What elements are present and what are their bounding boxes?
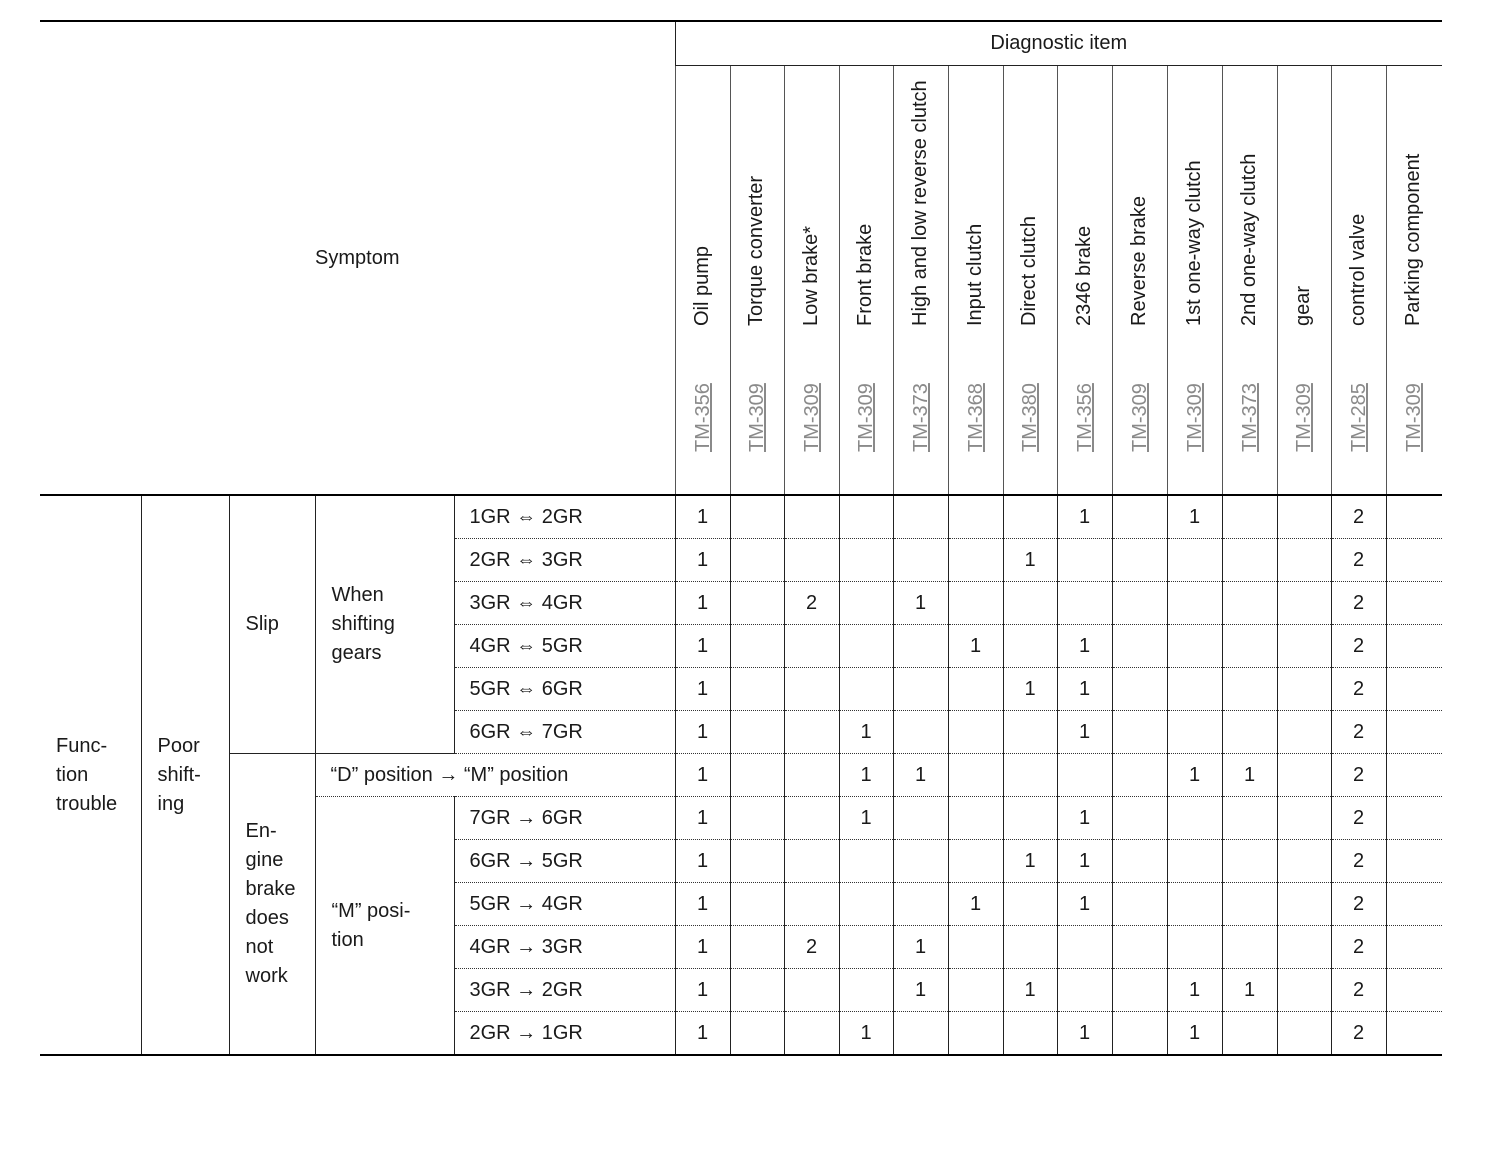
value-cell [839, 840, 893, 883]
shift-label: 6GR → 5GR [454, 840, 675, 883]
value-cell [1003, 754, 1057, 797]
value-cell [784, 1012, 839, 1056]
value-cell [730, 883, 784, 926]
value-cell [1277, 1012, 1331, 1056]
value-cell [730, 495, 784, 539]
symptom-engine-brake: En- gine brake does not work [229, 754, 315, 1056]
value-cell: 1 [675, 969, 730, 1012]
value-cell [1277, 711, 1331, 754]
column-reference-link[interactable]: TM-373 [1238, 383, 1261, 452]
value-cell: 1 [839, 1012, 893, 1056]
value-cell [893, 539, 948, 582]
value-cell: 1 [1003, 668, 1057, 711]
value-cell: 2 [1331, 1012, 1386, 1056]
value-cell: 1 [675, 495, 730, 539]
value-cell [1167, 926, 1222, 969]
column-reference-link[interactable]: TM-380 [1019, 383, 1041, 452]
shift-label: 5GR → 4GR [454, 883, 675, 926]
value-cell [1003, 625, 1057, 668]
value-cell [784, 797, 839, 840]
value-cell [1167, 539, 1222, 582]
shift-label: 7GR → 6GR [454, 797, 675, 840]
column-header [948, 66, 1003, 496]
value-cell: 1 [948, 883, 1003, 926]
value-cell [1222, 625, 1277, 668]
column-header [1112, 66, 1167, 496]
value-cell [1277, 582, 1331, 625]
value-cell: 1 [1167, 495, 1222, 539]
value-cell: 2 [1331, 926, 1386, 969]
value-cell [948, 754, 1003, 797]
column-header [1331, 66, 1386, 496]
value-cell [948, 1012, 1003, 1056]
value-cell: 1 [675, 582, 730, 625]
value-cell [1277, 754, 1331, 797]
value-cell: 2 [1331, 883, 1386, 926]
value-cell: 1 [1057, 668, 1112, 711]
value-cell: 1 [893, 582, 948, 625]
table-row [40, 754, 1442, 797]
value-cell: 1 [1057, 711, 1112, 754]
shift-label: 2GR ⇔ 3GR [454, 539, 675, 582]
shift-label: “D” position → “M” position [315, 754, 675, 797]
value-cell [730, 625, 784, 668]
value-cell [948, 668, 1003, 711]
value-cell [839, 582, 893, 625]
column-reference-link[interactable]: TM-373 [909, 383, 932, 452]
value-cell [893, 668, 948, 711]
value-cell: 1 [1003, 840, 1057, 883]
shift-label: 3GR ⇔ 4GR [454, 582, 675, 625]
column-name: control valve [1346, 213, 1369, 326]
column-reference-link[interactable]: TM-309 [746, 383, 768, 452]
value-cell: 1 [1167, 969, 1222, 1012]
column-reference-link[interactable]: TM-309 [1403, 383, 1426, 452]
subcategory-poor-shifting: Poor shift- ing [141, 495, 229, 1055]
value-cell [1167, 883, 1222, 926]
value-cell [1003, 495, 1057, 539]
table-row [40, 495, 1442, 539]
value-cell: 1 [1057, 1012, 1112, 1056]
column-name: Input clutch [963, 223, 986, 326]
value-cell [1112, 754, 1167, 797]
value-cell [1386, 797, 1442, 840]
column-name: Front brake [854, 223, 876, 326]
value-cell [1386, 495, 1442, 539]
column-name: 2nd one-way clutch [1237, 153, 1260, 326]
value-cell: 2 [1331, 754, 1386, 797]
value-cell [1277, 668, 1331, 711]
shift-label: 4GR → 3GR [454, 926, 675, 969]
value-cell: 1 [675, 883, 730, 926]
column-name: Parking component [1402, 153, 1425, 326]
value-cell [730, 754, 784, 797]
value-cell [1386, 539, 1442, 582]
value-cell: 1 [675, 797, 730, 840]
value-cell: 1 [675, 926, 730, 969]
column-name: gear [1292, 285, 1314, 326]
value-cell: 1 [675, 539, 730, 582]
value-cell [1003, 797, 1057, 840]
value-cell [1222, 797, 1277, 840]
category-function-trouble: Func- tion trouble [40, 495, 141, 1055]
value-cell [1222, 495, 1277, 539]
value-cell [1222, 1012, 1277, 1056]
diagnostic-table [40, 20, 1442, 1056]
value-cell [1222, 582, 1277, 625]
column-reference-link[interactable]: TM-285 [1347, 383, 1370, 452]
value-cell: 1 [1057, 625, 1112, 668]
condition-m-position: “M” posi- tion [315, 797, 454, 1056]
value-cell [1112, 883, 1167, 926]
value-cell [1112, 495, 1167, 539]
value-cell: 1 [839, 797, 893, 840]
condition-when-shifting-gears: When shifting gears [315, 495, 454, 754]
value-cell [784, 711, 839, 754]
value-cell: 1 [675, 1012, 730, 1056]
value-cell [730, 711, 784, 754]
value-cell [893, 1012, 948, 1056]
column-header [839, 66, 893, 496]
value-cell [893, 711, 948, 754]
value-cell [839, 539, 893, 582]
value-cell [730, 926, 784, 969]
value-cell [730, 668, 784, 711]
value-cell: 2 [1331, 582, 1386, 625]
value-cell [1112, 1012, 1167, 1056]
value-cell [730, 840, 784, 883]
value-cell [1277, 883, 1331, 926]
value-cell [1167, 582, 1222, 625]
value-cell [948, 926, 1003, 969]
value-cell: 1 [1057, 883, 1112, 926]
value-cell: 2 [1331, 797, 1386, 840]
value-cell [1057, 926, 1112, 969]
column-header [784, 66, 839, 496]
value-cell [784, 668, 839, 711]
value-cell [1386, 883, 1442, 926]
value-cell [730, 969, 784, 1012]
value-cell [1277, 539, 1331, 582]
shift-label: 4GR ⇔ 5GR [454, 625, 675, 668]
value-cell: 1 [1057, 495, 1112, 539]
value-cell [1003, 711, 1057, 754]
value-cell: 1 [1222, 754, 1277, 797]
value-cell [1003, 926, 1057, 969]
value-cell: 1 [675, 625, 730, 668]
value-cell [1112, 582, 1167, 625]
value-cell [839, 668, 893, 711]
column-header [1003, 66, 1057, 496]
value-cell [893, 883, 948, 926]
column-reference-link[interactable]: TM-309 [1128, 383, 1151, 452]
column-header [675, 66, 730, 496]
column-header [1277, 66, 1331, 496]
value-cell [1222, 926, 1277, 969]
column-name: Torque converter [745, 175, 767, 326]
value-cell: 1 [1167, 1012, 1222, 1056]
column-name: 1st one-way clutch [1182, 160, 1205, 326]
value-cell [839, 495, 893, 539]
column-name: Reverse brake [1127, 195, 1150, 326]
value-cell: 1 [839, 711, 893, 754]
value-cell: 2 [784, 926, 839, 969]
value-cell [1386, 969, 1442, 1012]
value-cell: 2 [1331, 539, 1386, 582]
column-reference-link[interactable]: TM-356 [691, 383, 714, 452]
value-cell [1112, 539, 1167, 582]
value-cell [1112, 926, 1167, 969]
value-cell [1003, 582, 1057, 625]
value-cell [1003, 1012, 1057, 1056]
value-cell [784, 495, 839, 539]
column-reference-link[interactable]: TM-309 [1293, 383, 1315, 452]
column-header [1222, 66, 1277, 496]
value-cell [1222, 711, 1277, 754]
column-name: High and low reverse clutch [908, 80, 931, 326]
value-cell [1112, 840, 1167, 883]
value-cell: 1 [675, 754, 730, 797]
column-header [893, 66, 948, 496]
value-cell: 1 [893, 969, 948, 1012]
value-cell [948, 840, 1003, 883]
value-cell: 2 [1331, 969, 1386, 1012]
value-cell [893, 625, 948, 668]
symptom-header: Symptom [40, 21, 675, 495]
value-cell: 2 [1331, 711, 1386, 754]
value-cell [1112, 711, 1167, 754]
value-cell [784, 969, 839, 1012]
value-cell: 1 [1057, 797, 1112, 840]
value-cell: 2 [784, 582, 839, 625]
value-cell: 1 [675, 668, 730, 711]
value-cell [893, 797, 948, 840]
column-reference-link[interactable]: TM-356 [1073, 383, 1096, 452]
value-cell [1057, 582, 1112, 625]
value-cell: 2 [1331, 840, 1386, 883]
value-cell [1167, 625, 1222, 668]
value-cell [1386, 754, 1442, 797]
value-cell [730, 797, 784, 840]
value-cell [1167, 840, 1222, 883]
column-reference-link[interactable]: TM-309 [800, 383, 823, 452]
value-cell [839, 625, 893, 668]
value-cell: 1 [1003, 539, 1057, 582]
value-cell [1003, 883, 1057, 926]
value-cell: 2 [1331, 668, 1386, 711]
column-reference-link[interactable]: TM-309 [855, 383, 877, 452]
value-cell: 1 [675, 840, 730, 883]
value-cell [893, 495, 948, 539]
column-reference-link[interactable]: TM-309 [1183, 383, 1206, 452]
column-name: 2346 brake [1072, 225, 1095, 326]
value-cell [1386, 582, 1442, 625]
column-header [1057, 66, 1112, 496]
value-cell [1277, 926, 1331, 969]
value-cell [1386, 625, 1442, 668]
column-name: Oil pump [690, 245, 713, 326]
value-cell [839, 926, 893, 969]
value-cell [948, 582, 1003, 625]
column-header [1167, 66, 1222, 496]
value-cell [1277, 495, 1331, 539]
diagnostic-item-header: Diagnostic item [675, 21, 1442, 66]
value-cell [1222, 883, 1277, 926]
value-cell [784, 883, 839, 926]
shift-label: 5GR ⇔ 6GR [454, 668, 675, 711]
column-name: Low brake* [799, 225, 822, 326]
value-cell: 1 [1057, 840, 1112, 883]
value-cell: 1 [1222, 969, 1277, 1012]
value-cell: 2 [1331, 625, 1386, 668]
value-cell [1057, 969, 1112, 1012]
value-cell [784, 840, 839, 883]
value-cell [1112, 668, 1167, 711]
value-cell [730, 582, 784, 625]
value-cell [1386, 840, 1442, 883]
value-cell [1386, 1012, 1442, 1056]
value-cell [1277, 969, 1331, 1012]
column-header [1386, 66, 1442, 496]
value-cell [1277, 797, 1331, 840]
value-cell [839, 883, 893, 926]
value-cell [1167, 668, 1222, 711]
value-cell: 1 [893, 754, 948, 797]
value-cell [730, 539, 784, 582]
table-body [40, 495, 1442, 1055]
value-cell [1222, 539, 1277, 582]
value-cell: 1 [948, 625, 1003, 668]
value-cell: 1 [1167, 754, 1222, 797]
shift-label: 2GR → 1GR [454, 1012, 675, 1056]
value-cell [1277, 625, 1331, 668]
value-cell [1386, 711, 1442, 754]
shift-label: 6GR ⇔ 7GR [454, 711, 675, 754]
value-cell [1167, 711, 1222, 754]
value-cell [784, 754, 839, 797]
value-cell [948, 969, 1003, 1012]
value-cell [839, 969, 893, 1012]
value-cell: 1 [1003, 969, 1057, 1012]
column-header [730, 66, 784, 496]
value-cell [948, 539, 1003, 582]
value-cell [948, 495, 1003, 539]
value-cell [1386, 926, 1442, 969]
value-cell: 2 [1331, 495, 1386, 539]
value-cell [1222, 668, 1277, 711]
value-cell [1222, 840, 1277, 883]
value-cell [948, 711, 1003, 754]
value-cell [948, 797, 1003, 840]
value-cell [730, 1012, 784, 1056]
value-cell [1112, 797, 1167, 840]
column-reference-link[interactable]: TM-368 [964, 383, 987, 452]
value-cell [1277, 840, 1331, 883]
value-cell [784, 539, 839, 582]
value-cell [1112, 969, 1167, 1012]
shift-label: 1GR ⇔ 2GR [454, 495, 675, 539]
column-name: Direct clutch [1018, 215, 1040, 326]
value-cell [893, 840, 948, 883]
shift-label: 3GR → 2GR [454, 969, 675, 1012]
value-cell: 1 [839, 754, 893, 797]
value-cell [1167, 797, 1222, 840]
value-cell: 1 [675, 711, 730, 754]
value-cell: 1 [893, 926, 948, 969]
symptom-slip: Slip [229, 495, 315, 754]
value-cell [1386, 668, 1442, 711]
value-cell [1112, 625, 1167, 668]
value-cell [784, 625, 839, 668]
value-cell [1057, 539, 1112, 582]
value-cell [1057, 754, 1112, 797]
